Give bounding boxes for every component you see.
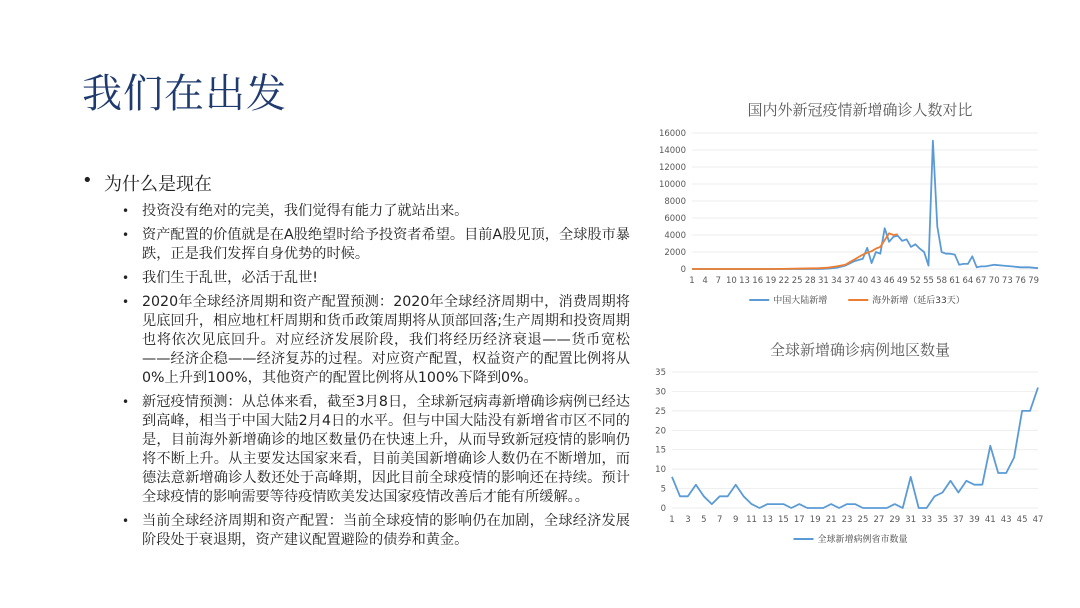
chart-title: 国内外新冠疫情新增确诊人数对比 <box>747 101 973 119</box>
y-tick-label: 16000 <box>658 129 686 139</box>
sub-bullet-list <box>122 202 630 550</box>
x-tick-label: 21 <box>825 515 837 525</box>
y-tick-label: 2000 <box>664 248 686 258</box>
x-tick-label: 7 <box>717 515 723 525</box>
y-tick-label: 12000 <box>658 163 686 173</box>
x-tick-label: 28 <box>804 276 816 286</box>
y-tick-label: 14000 <box>658 146 686 156</box>
y-tick-label: 0 <box>660 504 666 514</box>
x-tick-label: 29 <box>889 515 901 525</box>
x-tick-label: 1 <box>689 276 695 286</box>
page-title: 我们在出发 <box>82 71 287 117</box>
bullet-heading-text: 为什么是现在 <box>104 174 212 195</box>
bullet-dot-icon: • <box>82 170 93 191</box>
chart-cases-comparison-svg <box>650 95 1050 320</box>
x-tick-label: 45 <box>1016 515 1028 525</box>
x-tick-label: 31 <box>817 276 829 286</box>
bullet-heading <box>82 170 630 196</box>
legend-label: 海外新增（延后33天） <box>872 296 965 306</box>
x-tick-label: 35 <box>937 515 948 525</box>
bullet-dot-icon: • <box>122 228 130 242</box>
x-tick-label: 40 <box>857 276 869 286</box>
bullet-dot-icon: • <box>122 514 130 528</box>
x-tick-label: 11 <box>746 515 757 525</box>
sub-bullet-item <box>122 202 630 221</box>
x-tick-label: 52 <box>909 276 921 286</box>
y-tick-label: 20 <box>655 426 666 437</box>
y-tick-label: 10000 <box>658 180 686 190</box>
x-tick-label: 70 <box>988 276 1000 286</box>
legend-label: 中国大陆新增 <box>773 296 828 306</box>
x-tick-label: 15 <box>777 515 789 525</box>
x-tick-label: 19 <box>809 515 821 525</box>
x-tick-label: 13 <box>762 515 773 525</box>
sub-bullet-item <box>122 226 630 264</box>
x-tick-label: 67 <box>975 276 987 286</box>
x-tick-label: 13 <box>739 276 750 286</box>
series-line <box>692 141 1038 269</box>
series-line <box>672 388 1038 509</box>
chart-region-count <box>650 335 1050 560</box>
x-tick-label: 9 <box>732 515 739 525</box>
sub-bullet-item <box>122 293 630 388</box>
bullet-dot-icon: • <box>122 395 130 409</box>
chart-region-count-svg <box>650 335 1050 560</box>
x-tick-label: 37 <box>844 276 856 286</box>
series-line <box>692 233 898 269</box>
x-tick-label: 41 <box>984 515 996 525</box>
bullet-content <box>82 170 630 555</box>
legend-label: 全球新增病例省市数量 <box>817 535 908 545</box>
x-tick-label: 5 <box>701 515 707 525</box>
x-tick-label: 25 <box>857 515 869 525</box>
x-tick-label: 25 <box>791 276 803 286</box>
x-tick-label: 19 <box>765 276 777 286</box>
x-tick-label: 10 <box>726 276 737 286</box>
y-tick-label: 25 <box>655 406 666 417</box>
x-tick-label: 31 <box>905 515 917 525</box>
x-tick-label: 43 <box>1000 515 1012 525</box>
sub-bullet-text: 我们生于乱世，必活于乱世! <box>142 270 318 286</box>
x-tick-label: 37 <box>953 515 964 525</box>
x-tick-label: 34 <box>831 276 842 286</box>
x-tick-label: 4 <box>702 276 708 286</box>
y-tick-label: 10 <box>655 465 666 476</box>
x-tick-label: 76 <box>1015 276 1026 286</box>
x-tick-label: 3 <box>685 515 691 525</box>
y-tick-label: 0 <box>680 265 686 275</box>
y-tick-label: 35 <box>655 368 666 378</box>
sub-bullet-text: 2020年全球经济周期和资产配置预测：2020年全球经济周期中，消费周期将见底回升，相应地杠杆周期和货币政策周期将从顶部回落;生产周期和投资周期也将依次见底回升。对应经济发展阶段，我们将经历经济衰退——货币宽松——经济企稳——经济复苏的过程。对应资产配置，权益资产的配置比例将从0%上升到100%，其他资产的配置比例将从100%下降到0%。 <box>142 294 630 386</box>
x-tick-label: 47 <box>1032 515 1044 525</box>
x-tick-label: 27 <box>873 515 885 525</box>
sub-bullet-item <box>122 512 630 550</box>
y-tick-label: 5 <box>660 484 666 495</box>
x-tick-label: 23 <box>841 515 853 525</box>
y-tick-label: 30 <box>655 387 666 398</box>
x-tick-label: 58 <box>936 276 948 286</box>
x-tick-label: 55 <box>923 276 934 286</box>
x-tick-label: 39 <box>968 515 980 525</box>
bullet-dot-icon: • <box>122 271 130 285</box>
sub-bullet-text: 资产配置的价值就是在A股绝望时给予投资者希望。目前A股见顶，全球股市暴跌，正是我们发挥自身优势的时候。 <box>142 227 630 262</box>
x-tick-label: 1 <box>669 515 675 525</box>
x-tick-label: 43 <box>870 276 882 286</box>
y-tick-label: 6000 <box>664 214 686 224</box>
x-tick-label: 16 <box>752 276 764 286</box>
x-tick-label: 64 <box>962 276 974 286</box>
sub-bullet-text: 当前全球经济周期和资产配置：当前全球疫情的影响仍在加剧，全球经济发展阶段处于衰退期，资产建议配置避险的债券和黄金。 <box>142 513 630 548</box>
sub-bullet-item <box>122 393 630 507</box>
x-tick-label: 61 <box>949 276 961 286</box>
x-tick-label: 17 <box>793 515 805 525</box>
x-tick-label: 7 <box>715 276 721 286</box>
x-tick-label: 79 <box>1028 276 1040 286</box>
bullet-dot-icon: • <box>122 295 130 309</box>
y-tick-label: 8000 <box>664 197 686 207</box>
y-tick-label: 4000 <box>664 231 686 241</box>
chart-cases-comparison <box>650 95 1050 320</box>
chart-title: 全球新增确诊病例地区数量 <box>769 341 951 359</box>
y-tick-label: 15 <box>655 445 666 456</box>
x-tick-label: 33 <box>921 515 933 525</box>
sub-bullet-text: 投资没有绝对的完美，我们觉得有能力了就站出来。 <box>142 203 469 219</box>
x-tick-label: 22 <box>778 276 790 286</box>
x-tick-label: 46 <box>883 276 895 286</box>
x-tick-label: 73 <box>1001 276 1013 286</box>
x-tick-label: 49 <box>896 276 908 286</box>
sub-bullet-text: 新冠疫情预测：从总体来看，截至3月8日，全球新冠病毒新增确诊病例已经达到高峰，相当于中国大陆2月4日的水平。但与中国大陆没有新增省市区不同的是，目前海外新增确诊的地区数量仍在快速上升，从而导致新冠疫情的影响仍将不断上升。从主要发达国家来看，目前美国新增确诊人数仍在不断增加，而德法意新增确诊人数还处于高峰期，因此目前全球疫情的影响还在持续。预计全球疫情的影响需要等待疫情欧美发达国家疫情改善后才能有所缓解。。 <box>142 394 630 505</box>
sub-bullet-item <box>122 269 630 288</box>
bullet-dot-icon: • <box>122 204 130 218</box>
